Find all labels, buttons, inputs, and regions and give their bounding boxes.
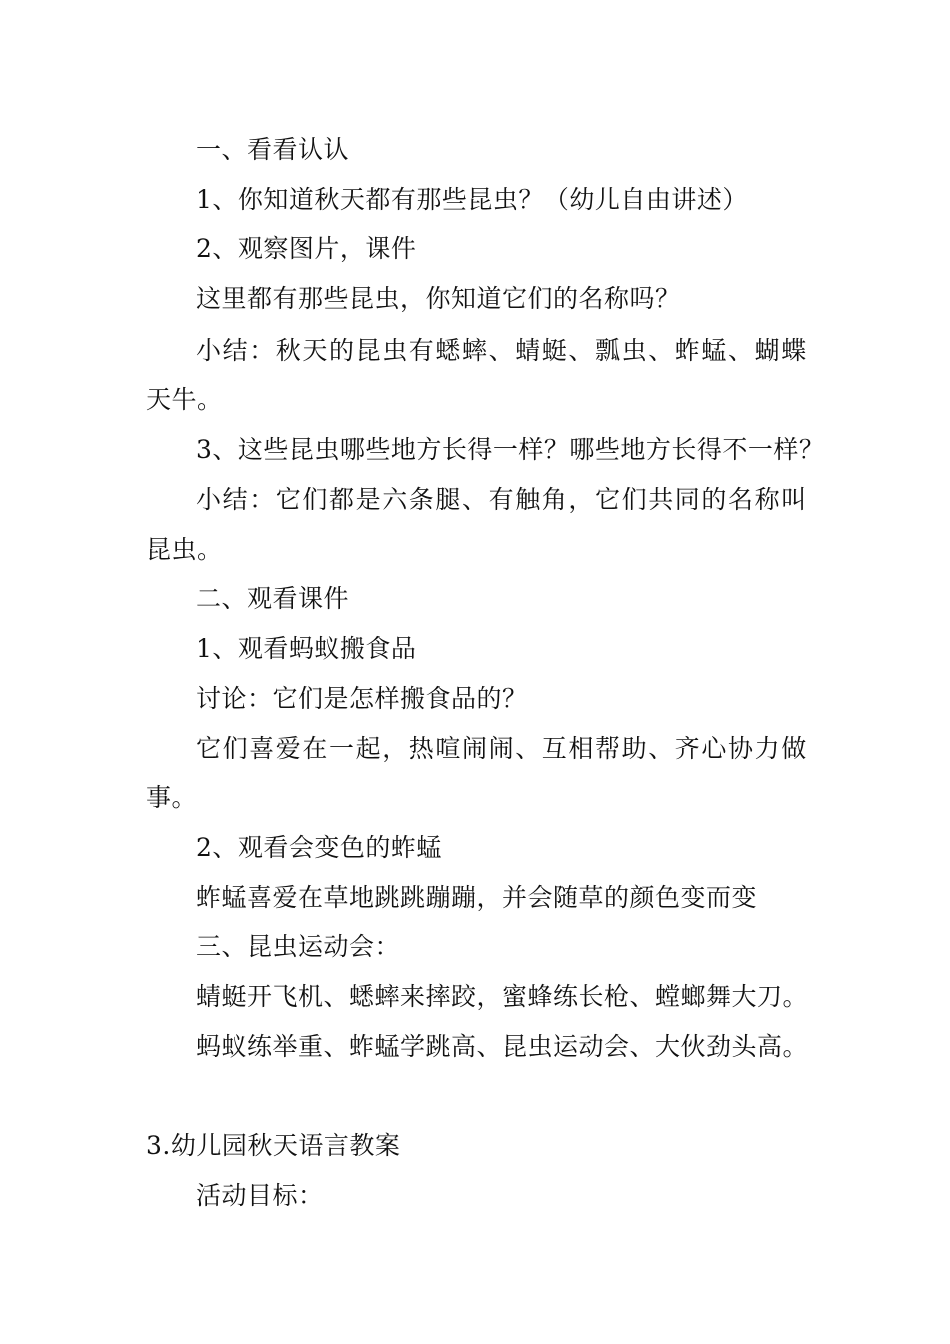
paragraph-continuation: 天牛。 bbox=[146, 385, 223, 414]
paragraph: 讨论：它们是怎样搬食品的？ bbox=[196, 684, 528, 713]
paragraph: 它们喜爱在一起，热喧闹闹、互相帮助、齐心协力做 bbox=[196, 734, 808, 763]
paragraph: 这里都有那些昆虫，你知道它们的名称吗？ bbox=[196, 284, 681, 313]
section-heading-1: 一、看看认认 bbox=[196, 135, 350, 164]
paragraph: 3、这些昆虫哪些地方长得一样？哪些地方长得不一样？ bbox=[196, 435, 825, 464]
section-heading-2: 二、观看课件 bbox=[196, 584, 350, 613]
paragraph: 蜻蜓开飞机、蟋蟀来摔跤，蜜蜂练长枪、螳螂舞大刀。 bbox=[196, 982, 809, 1011]
paragraph: 活动目标： bbox=[196, 1181, 324, 1210]
paragraph: 1、观看蚂蚁搬食品 bbox=[196, 634, 417, 663]
paragraph: 2、观察图片，课件 bbox=[196, 234, 417, 263]
paragraph: 小结：秋天的昆虫有蟋蟀、蜻蜓、瓢虫、蚱蜢、蝴蝶 bbox=[196, 336, 808, 365]
paragraph-continuation: 事。 bbox=[146, 783, 198, 812]
paragraph: 蚂蚁练举重、蚱蜢学跳高、昆虫运动会、大伙劲头高。 bbox=[196, 1032, 809, 1061]
section-heading-3: 三、昆虫运动会： bbox=[196, 932, 401, 961]
paragraph: 小结：它们都是六条腿、有触角，它们共同的名称叫 bbox=[196, 485, 808, 514]
paragraph: 2、观看会变色的蚱蜢 bbox=[196, 833, 442, 862]
paragraph: 1、你知道秋天都有那些昆虫？（幼儿自由讲述） bbox=[196, 185, 748, 214]
document-title: 3.幼儿园秋天语言教案 bbox=[146, 1131, 401, 1160]
paragraph: 蚱蜢喜爱在草地跳跳蹦蹦，并会随草的颜色变而变 bbox=[196, 883, 758, 912]
paragraph-continuation: 昆虫。 bbox=[146, 535, 223, 564]
